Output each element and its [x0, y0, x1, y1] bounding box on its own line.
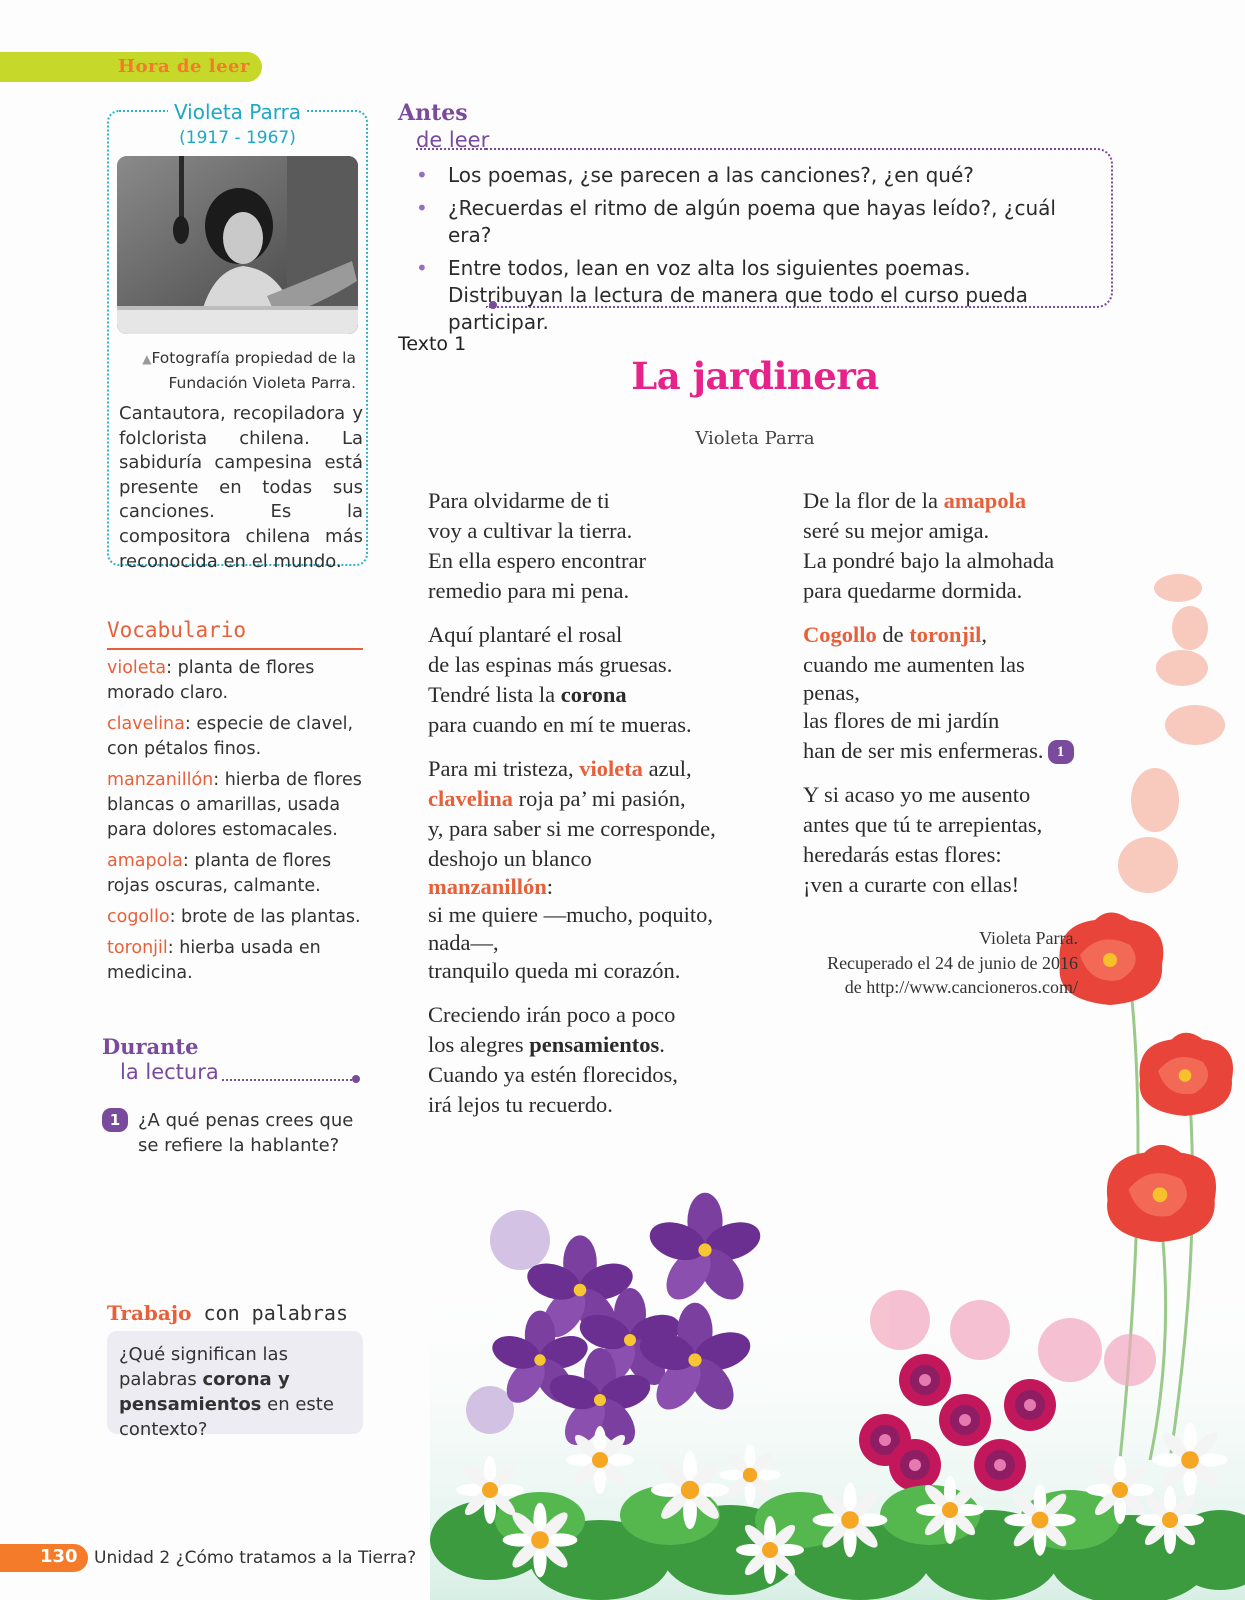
poem-line: Cogollo de toronjil,	[803, 622, 987, 647]
word-work-title-rest: con palabras	[191, 1301, 348, 1325]
vocabulary-definition: : planta de flores rojas oscuras, calmante.	[107, 851, 332, 896]
word-work-title-bold: Trabajo	[107, 1301, 192, 1325]
poem-title: La jardinera	[631, 354, 879, 398]
poem-line: De la flor de la amapola	[803, 488, 1027, 513]
poem-line: Para mi tristeza, violeta azul,	[428, 756, 692, 781]
word-work-keywords: corona y pensamientos	[119, 1369, 290, 1415]
poem-line: los alegres pensamientos.	[428, 1032, 665, 1057]
vocabulary-word: clavelina	[428, 786, 513, 811]
source-line: Recuperado el 24 de junio de 2016	[827, 952, 1078, 973]
poem-line: las flores de mi jardín	[803, 708, 1000, 733]
during-reading-dot	[352, 1075, 360, 1083]
poem-line: clavelina roja pa’ mi pasión,	[428, 786, 686, 811]
vocabulary-item	[107, 712, 369, 762]
poem-line: han de ser mis enfermeras. 1	[803, 736, 1133, 766]
source-line: Violeta Parra.	[979, 928, 1078, 948]
vocabulary-title: Vocabulario	[107, 618, 247, 642]
before-reading-subtitle: de leer	[416, 128, 490, 152]
poem-line: Tendré lista la corona	[428, 682, 627, 707]
vocabulary-divider	[107, 648, 363, 650]
section-tag-label: Hora de leer	[118, 56, 250, 77]
poem-line: Para olvidarme de ti	[428, 488, 610, 513]
stanza	[428, 620, 768, 740]
vocabulary-item	[107, 905, 369, 930]
keyword: corona	[560, 682, 627, 707]
stanza	[428, 754, 768, 986]
during-reading-question: ¿A qué penas crees que se refiere la hablante?	[138, 1110, 354, 1156]
poem-line: tranquilo queda mi corazón.	[428, 958, 681, 983]
poem-line: para quedarme dormida.	[803, 578, 1023, 603]
poem-line: y, para saber si me corresponde,	[428, 816, 716, 841]
stanza	[428, 486, 768, 606]
vocabulary-term: cogollo	[107, 907, 170, 927]
vocabulary-word: amapola	[943, 488, 1027, 513]
during-reading-subtitle: la lectura	[120, 1060, 219, 1084]
poem-line: deshojo un blanco	[428, 846, 592, 871]
poem-line: Cuando ya estén florecidos,	[428, 1062, 678, 1087]
vocabulary-term: violeta	[107, 658, 167, 678]
poem-line: Y si acaso yo me ausento	[803, 782, 1031, 807]
stanza	[803, 620, 1133, 766]
poem-column-2	[803, 486, 1133, 900]
poem-line: Aquí plantaré el rosal	[428, 622, 623, 647]
poem-line: irá lejos tu recuerdo.	[428, 1092, 613, 1117]
vocabulary-definition: : brote de las plantas.	[169, 907, 361, 927]
word-work-question: ¿Qué significan las palabras corona y pensamientos en este contexto?	[119, 1344, 334, 1440]
poem-line: seré su mejor amiga.	[803, 518, 990, 543]
vocabulary-definition: : especie de clavel, con pétalos finos.	[107, 714, 354, 759]
poem-source	[780, 926, 1078, 1000]
vocabulary-list	[107, 656, 369, 992]
vocabulary-item	[107, 849, 369, 899]
vocabulary-item	[107, 768, 369, 843]
vocabulary-word: Cogollo	[803, 622, 877, 647]
unit-title: Unidad 2 ¿Cómo tratamos a la Tierra?	[94, 1548, 417, 1568]
poem-line: En ella espero encontrar	[428, 548, 647, 573]
poem-line: de las espinas más gruesas.	[428, 652, 673, 677]
poem-line: Creciendo irán poco a poco	[428, 1002, 676, 1027]
vocabulary-definition: : planta de flores morado claro.	[107, 658, 315, 703]
author-years: (1917 - 1967)	[179, 128, 296, 148]
poem-line: cuando me aumenten las	[803, 652, 1025, 677]
before-reading-rule	[416, 148, 486, 150]
question-number-badge: 1	[1048, 740, 1074, 764]
poem-line: La pondré bajo la almohada	[803, 548, 1055, 573]
stanza	[428, 1000, 768, 1120]
poem-line: si me quiere —mucho, poquito,	[428, 902, 713, 927]
before-reading-list	[416, 162, 1086, 342]
author-photo	[117, 156, 358, 334]
author-bio: Cantautora, recopiladora y folclorista chilena. La sabiduría campesina está presente en todas sus canciones. Es la compositora chilena más reconocida en el mundo.	[119, 403, 363, 572]
stanza	[803, 486, 1133, 606]
poem-line: penas,	[803, 680, 860, 705]
poem-line: voy a cultivar la tierra.	[428, 518, 633, 543]
author-name: Violeta Parra	[107, 100, 368, 124]
poem-line: remedio para mi pena.	[428, 578, 630, 603]
vocabulary-item	[107, 656, 369, 706]
vocabulary-term: toronjil	[107, 938, 168, 958]
word-work-title	[107, 1301, 348, 1325]
vocabulary-term: clavelina	[107, 714, 185, 734]
vocabulary-word: toronjil	[909, 622, 982, 647]
caption-triangle-icon: ▲	[142, 352, 152, 366]
vocabulary-definition: : hierba de flores blancas o amarillas, usada para dolores estomacales.	[107, 770, 362, 840]
photo-caption: ▲Fotografía propiedad de la Fundación Violeta Parra.	[142, 349, 356, 392]
source-line: de http://www.cancioneros.com/	[844, 977, 1078, 997]
before-reading-item: • Los poemas, ¿se parecen a las canciones?, ¿en qué?	[416, 162, 1086, 189]
poem-line: antes que tú te arrepientas,	[803, 812, 1043, 837]
poem-line: para cuando en mí te mueras.	[428, 712, 692, 737]
during-reading-dotted-rule	[222, 1079, 356, 1081]
section-tag	[0, 52, 262, 82]
poem-line: heredarás estas flores:	[803, 842, 1002, 867]
stanza	[803, 780, 1133, 900]
vocabulary-term: amapola	[107, 851, 183, 871]
poem-author: Violeta Parra	[695, 428, 815, 449]
keyword: pensamientos	[529, 1032, 660, 1057]
before-reading-item: • Entre todos, lean en voz alta los siguientes poemas. Distribuyan la lectura de manera que todo el curso pueda participar.	[416, 255, 1086, 336]
poem-line: nada—,	[428, 930, 499, 955]
question-number-badge: 1	[102, 1108, 128, 1132]
vocabulary-word: manzanillón	[428, 874, 547, 899]
text-label: Texto 1	[398, 333, 467, 355]
before-reading-title: Antes	[398, 100, 468, 126]
vocabulary-item	[107, 936, 369, 986]
during-reading-title: Durante	[102, 1034, 199, 1059]
page-number: 130	[40, 1546, 78, 1567]
vocabulary-term: manzanillón	[107, 770, 214, 790]
vocabulary-definition: : hierba usada en medicina.	[107, 938, 321, 983]
poem-column-1	[428, 486, 768, 1120]
poem-line: manzanillón:	[428, 874, 554, 899]
vocabulary-word: violeta	[579, 756, 643, 781]
before-reading-item: • ¿Recuerdas el ritmo de algún poema que hayas leído?, ¿cuál era?	[416, 195, 1086, 249]
poem-line: ¡ven a curarte con ellas!	[803, 872, 1020, 897]
